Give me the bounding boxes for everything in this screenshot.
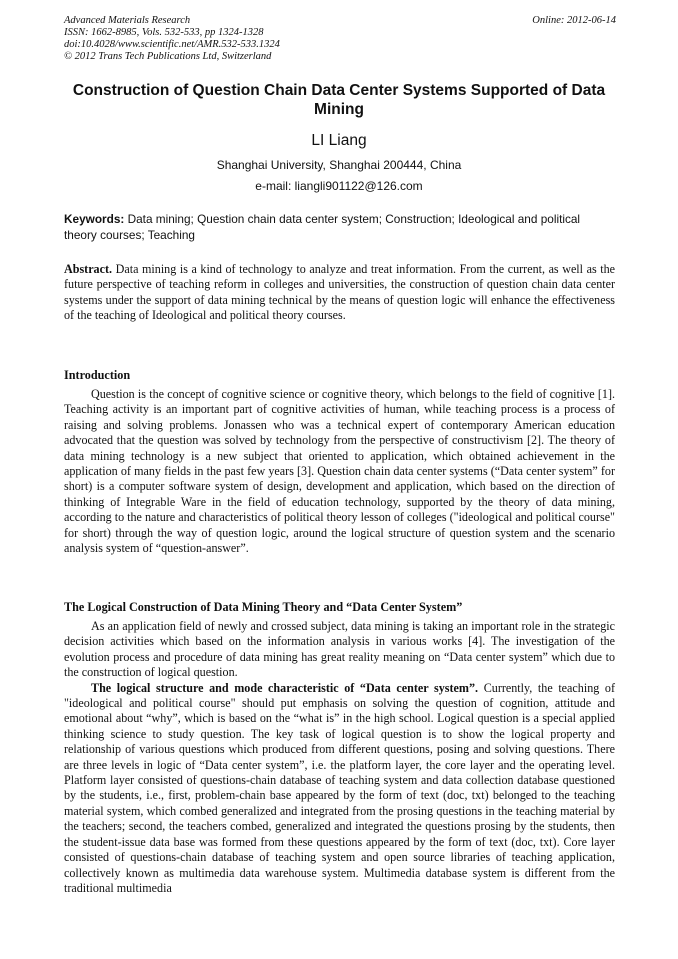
keywords-text: Data mining; Question chain data center system; Construction; Ideological and political theory courses; Teaching [64, 212, 581, 242]
section2-para2-lead: The logical structure and mode characteristic of “Data center system”. [91, 680, 479, 695]
journal-header [64, 15, 616, 63]
introduction-text: Question is the concept of cognitive science or cognitive theory, which belongs to the field of cognitive [1]. Teaching activity is an important part of cognitive activities of human, while teaching process is a process of raising and solving problems. Jonassen who was a technical expert of contemporary American education advocated that the question was solved by technology from the perspective of constructivism [2]. The theory of data mining technology is a new subject that oriented to application, which obtained achievement in the application of many fields in the past few years [3]. Question chain data center systems (“Data center system” for short) is a computer software system of design, development and application, which based on the direction of thinking of Integrable Ware in the field of education technology, supported by the theory of data mining, according to the nature and characteristics of political theory lesson of colleges ("ideological and political course" for short) through the way of question logic, around the logical structure of question system and the scenario analysis system of “question-answer”. [64, 387, 615, 556]
journal-name: Advanced Materials Research [64, 15, 191, 26]
section2-para2 [64, 681, 615, 897]
keywords-label: Keywords: [64, 212, 125, 226]
section2-block [64, 619, 615, 896]
online-date: Online: 2012-06-14 [532, 15, 616, 26]
section2-heading: The Logical Construction of Data Mining Theory and “Data Center System” [64, 600, 463, 614]
author-affiliation: Shanghai University, Shanghai 200444, China [216, 158, 462, 172]
paper-title: Construction of Question Chain Data Center Systems Supported of Data Mining [72, 82, 606, 118]
section2-para2-text: Currently, the teaching of "ideological and political course" should put emphasis on solving the question of cognition, attitude and emotional about “why”, which is based on the “what is” in the high school. Logical question is a special applied thinking science to study question. The key task of logical question is to show the logical property and relationship of various questions which produced from different questions, posing and solving questions. There are three levels in logic of “Data center system”, i.e. the platform layer, the core layer and the operating level. Platform layer consisted of questions-chain database of teaching system and data collection database questioned by the students, i.e., first, problem-chain base appeared by the form of text (doc, txt) belonged to the teaching material system, which combed generalized and integrated from the prosing questions in the teaching material by the teachers; second, the teachers combed, generalized and integrated the questions prosing by the students, then the student-issue data base was formed from these questions appeared by the form of text (doc, txt). Core layer consisted of questions-chain database of teaching system and open source libraries of teaching application, collectively known as multimedia data warehouse system. Multimedia database system is different from the traditional multimedia [64, 680, 615, 895]
journal-issn: ISSN: 1662-8985, Vols. 532-533, pp 1324-1328 [64, 27, 264, 38]
abstract-label: Abstract. [64, 262, 113, 276]
introduction-heading: Introduction [64, 368, 131, 382]
section2-para1: As an application field of newly and crossed subject, data mining is taking an important role in the strategic decision activities which based on the information analysis in various works [4]. The investigation of the evolution process and procedure of data mining has great reality meaning on “Data center system” which due to the construction of logical question. [64, 619, 615, 680]
introduction-block [64, 387, 615, 556]
abstract-text: Data mining is a kind of technology to analyze and treat information. From the current, as well as the future perspective of teaching reform in colleges and universities, the construction of question chain data center systems under the support of data mining technical by the means of question logic will enhance the effectiveness of the teaching of Ideological and political theory courses. [64, 262, 616, 323]
keywords-block [64, 211, 615, 243]
journal-doi: doi:10.4028/www.scientific.net/AMR.532-533.1324 [64, 39, 280, 50]
abstract-block [64, 262, 615, 324]
paper-author: LI Liang [311, 132, 367, 149]
journal-copyright: © 2012 Trans Tech Publications Ltd, Switzerland [64, 51, 272, 62]
author-email: e-mail: liangli901122@126.com [255, 179, 423, 193]
